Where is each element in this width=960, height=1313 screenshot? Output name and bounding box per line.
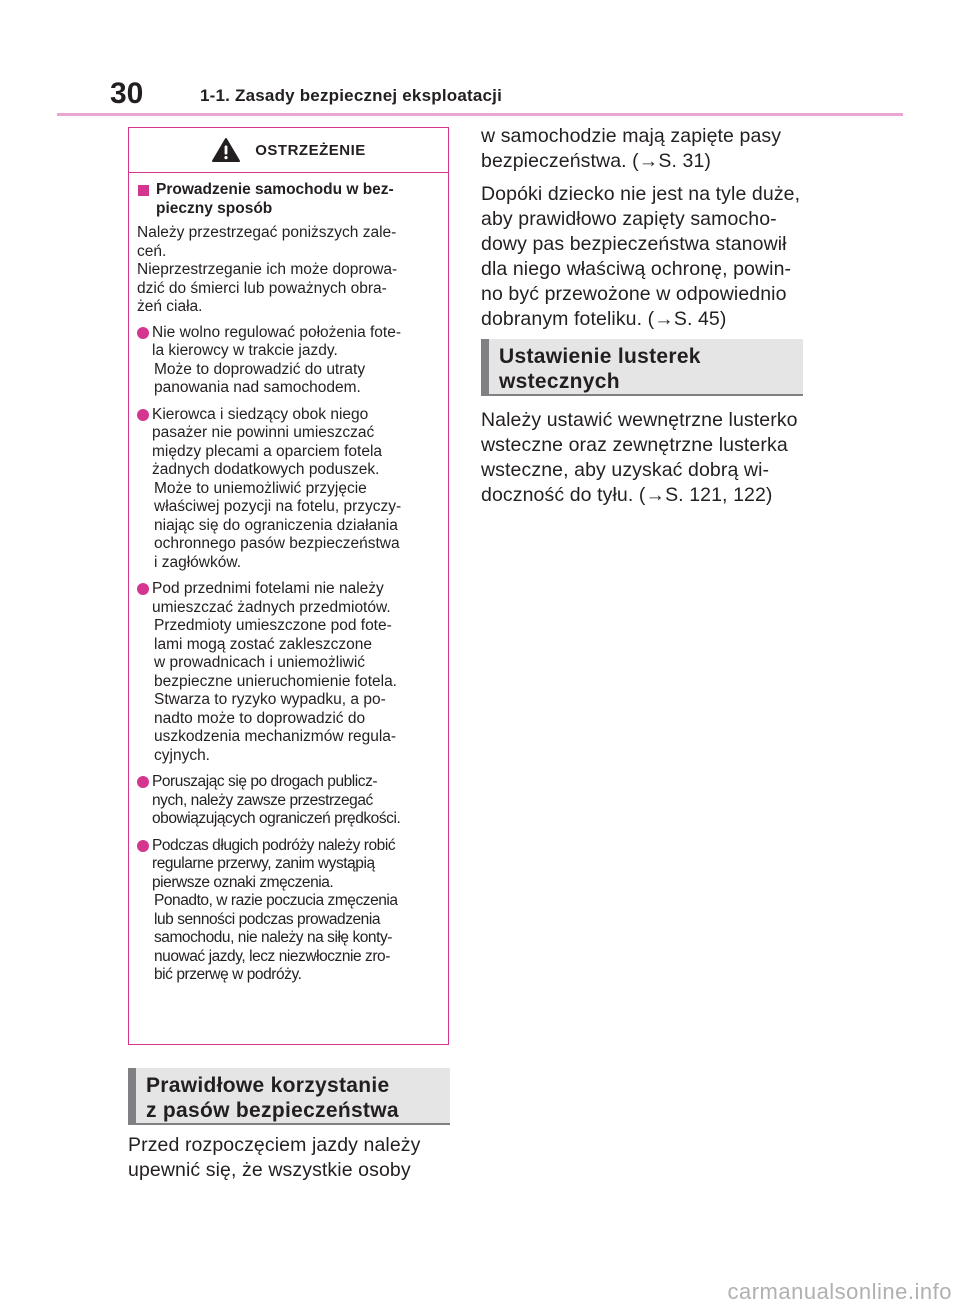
bullet-text: Poruszając się po drogach publicz- nych, należy zawsze przestrzegać obowiązujących ograniczeń prędkości. — [152, 773, 401, 827]
bullet-text: Kierowca i siedzący obok niego pasażer nie powinni umieszczać między plecami a oparciem fotela żadnych dodatkowych poduszek. — [152, 405, 383, 478]
warning-bullet — [137, 324, 438, 398]
bullet-dot-icon — [137, 409, 149, 421]
heading-seatbelts: Prawidłowe korzystanie z pasów bezpieczeństwa — [128, 1068, 450, 1125]
seatbelts-text-continued: w samochodzie mają zapięte pasy bezpieczeństwa. (→S. 31) — [481, 125, 782, 172]
bullet-subtext: Ponadto, w razie poczucia zmęczenia lub senności podczas prowadzenia samochodu, nie należy na siłę konty- nuować jazdy, lecz niezwłocznie zro- bić przerwę w podróży. — [154, 892, 398, 983]
warning-bullet — [137, 580, 438, 765]
warning-header — [129, 128, 448, 173]
warning-heading — [137, 181, 438, 218]
warning-body — [129, 173, 448, 985]
warning-bullet — [137, 406, 438, 573]
heading-mirrors: Ustawienie lusterek wstecznych — [481, 339, 803, 396]
section-title: 1-1. Zasady bezpiecznej eksploatacji — [200, 86, 502, 105]
bullet-subtext: Może to uniemożliwić przyjęcie właściwej pozycji na fotelu, przyczy- niając się do ograniczenia działania ochronnego pasów bezpieczeństwa i zagłówków. — [154, 479, 402, 571]
bullet-dot-icon — [137, 840, 149, 852]
warning-title: OSTRZEŻENIE — [255, 141, 366, 159]
warning-intro: Należy przestrzegać poniższych zale- ceń. Nieprzestrzeganie ich może doprowa- dzić do śmierci lub poważnych obra- żeń ciała. — [137, 224, 398, 315]
right-column-text — [481, 124, 811, 340]
bullet-dot-icon — [137, 583, 149, 595]
warning-bullet — [137, 837, 438, 985]
bullet-subtext: Przedmioty umieszczone pod fote- lami mogą zostać zakleszczone w prowadnicach i uniemożliwić bezpieczne unieruchomienie fotela. Stwarza to ryzyko wypadku, a po- nadto może to doprowadzić do uszkodzenia mechanizmów regula- cyjnych. — [154, 617, 397, 764]
page-number: 30 — [110, 77, 144, 110]
warning-triangle-icon — [211, 137, 241, 163]
bullet-text: Podczas długich podróży należy robić regularne przerwy, zanim wystąpią pierwsze oznaki zmęczenia. — [152, 836, 396, 891]
bullet-subtext: Może to doprowadzić do utraty panowania nad samochodem. — [154, 360, 366, 396]
warning-heading-text: Prowadzenie samochodu w bez- pieczny sposób — [156, 181, 394, 217]
watermark: carmanualsonline.info — [727, 1279, 952, 1304]
child-seat-text: Dopóki dziecko nie jest na tyle duże, aby prawidłowo zapięty samocho- dowy pas bezpieczeństwa stanowił dla niego właściwą ochronę, powin- no być przewożone w odpowiednio dobranym foteliku. (→S. 45) — [481, 183, 801, 330]
seatbelts-text-left: Przed rozpoczęciem jazdy należy upewnić się, że wszystkie osoby — [128, 1134, 421, 1181]
bullet-text: Pod przednimi fotelami nie należy umieszczać żadnych przedmiotów. — [152, 580, 391, 616]
warning-bullet — [137, 773, 438, 829]
warning-box — [128, 127, 449, 1045]
bullet-text: Nie wolno regulować położenia fote- la kierowcy w trakcie jazdy. — [152, 323, 402, 359]
header-rule — [57, 113, 903, 116]
bullet-dot-icon — [137, 327, 149, 339]
mirrors-text: Należy ustawić wewnętrzne lusterko wsteczne oraz zewnętrzne lusterka wsteczne, aby uzyskać dobrą wi- doczność do tyłu. (→S. 121, 122) — [481, 409, 798, 506]
square-bullet-icon — [138, 185, 149, 196]
bullet-dot-icon — [137, 776, 149, 788]
